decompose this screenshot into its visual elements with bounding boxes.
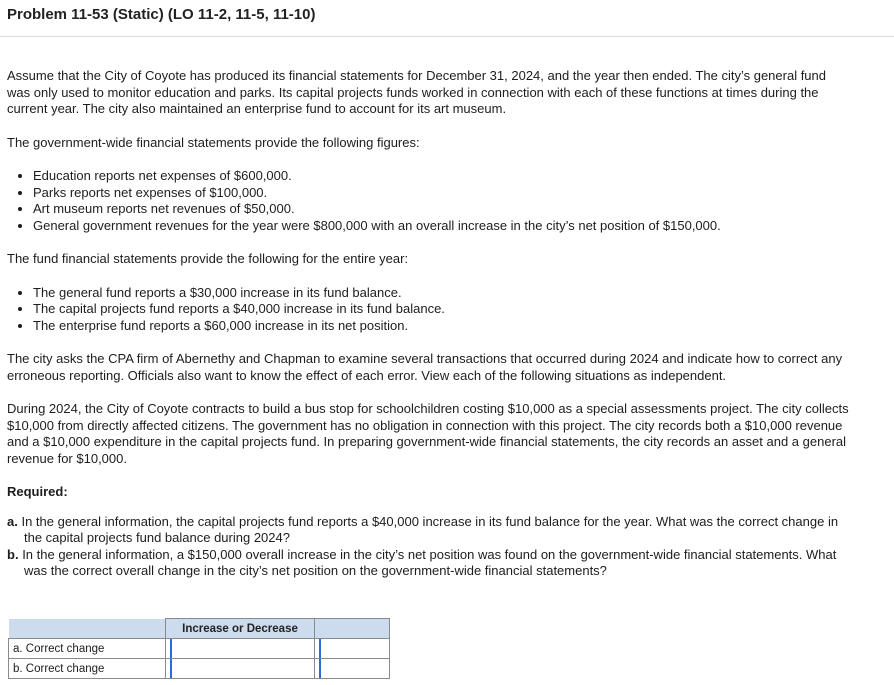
part-b — [7, 547, 852, 580]
amount-input-a[interactable] — [170, 639, 310, 658]
amount-cell-a — [166, 639, 315, 659]
list-item: • General government revenues for the year were $800,000 with an overall increase in the city’s net position of $150,000. — [33, 218, 852, 235]
fund-list — [7, 285, 852, 335]
part-text: In the general information, a $150,000 overall increase in the city’s net position was found on the government-wide financial statements. What was the correct overall change in the city’s net position on the government-wide financial statements? — [22, 546, 837, 578]
cpa-paragraph: The city asks the CPA firm of Abernethy and Chapman to examine several transactions that occurred during 2024 and indicate how to correct any erroneous reporting. Officials also want to know the effect of each error. View each of the following situations as independent. — [7, 351, 843, 383]
answer-table — [8, 618, 390, 679]
list-item: • The enterprise fund reports a $60,000 increase in its net position. — [33, 318, 852, 335]
part-label: a. — [7, 513, 18, 529]
scenario-paragraph: During 2024, the City of Coyote contracts to build a bus stop for schoolchildren costing $10,000 as a special assessments project. The city collects $10,000 from directly affected citizens. The government has no obligation in connection with this project. The city records both a $10,000 revenue and a $10,000 expenditure in the capital projects fund. In preparing government-wide financial statements, the city records an asset and a general revenue for $10,000. — [7, 401, 849, 466]
table-row — [9, 659, 390, 679]
amount-cell-b — [166, 659, 315, 679]
part-a — [7, 514, 852, 547]
list-item: • The capital projects fund reports a $40,000 increase in its fund balance. — [33, 301, 852, 318]
title-divider — [0, 36, 894, 37]
direction-select-a[interactable] — [319, 639, 385, 658]
gov-wide-intro: The government-wide financial statements provide the following figures: — [7, 134, 420, 150]
header-blank — [9, 619, 166, 639]
direction-cell-a — [315, 639, 390, 659]
header-blank-2 — [315, 619, 390, 639]
problem-body — [7, 68, 852, 580]
table-row — [9, 639, 390, 659]
fund-intro: The fund financial statements provide the following for the entire year: — [7, 251, 409, 266]
required-parts — [7, 514, 852, 580]
direction-select-b[interactable] — [319, 659, 385, 678]
list-item: • Art museum reports net revenues of $50,000. — [33, 201, 852, 218]
part-label: b. — [7, 546, 19, 562]
answer-table-header — [9, 619, 390, 639]
required-heading: Required: — [7, 484, 68, 499]
list-item: • Parks reports net expenses of $100,000. — [33, 185, 852, 202]
header-increase-decrease: Increase or Decrease — [166, 619, 315, 639]
row-label-b: b. Correct change — [9, 659, 166, 679]
gov-wide-list — [7, 168, 852, 234]
list-item: • The general fund reports a $30,000 increase in its fund balance. — [33, 285, 852, 302]
direction-cell-b — [315, 659, 390, 679]
list-item: • Education reports net expenses of $600,000. — [33, 168, 852, 185]
intro-paragraph: Assume that the City of Coyote has produced its financial statements for December 31, 2024, and the year then ended. The city’s general fund was only used to monitor education and parks. Its capital projects funds worked in connection with each of these functions at times during the current year. The city also maintained an enterprise fund to account for its art museum. — [7, 68, 826, 116]
amount-input-b[interactable] — [170, 659, 310, 678]
problem-title: Problem 11-53 (Static) (LO 11-2, 11-5, 11-10) — [7, 6, 316, 23]
part-text: In the general information, the capital projects fund reports a $40,000 increase in its fund balance for the year. What was the correct change in the capital projects fund balance during 2024? — [21, 513, 839, 545]
row-label-a: a. Correct change — [9, 639, 166, 659]
